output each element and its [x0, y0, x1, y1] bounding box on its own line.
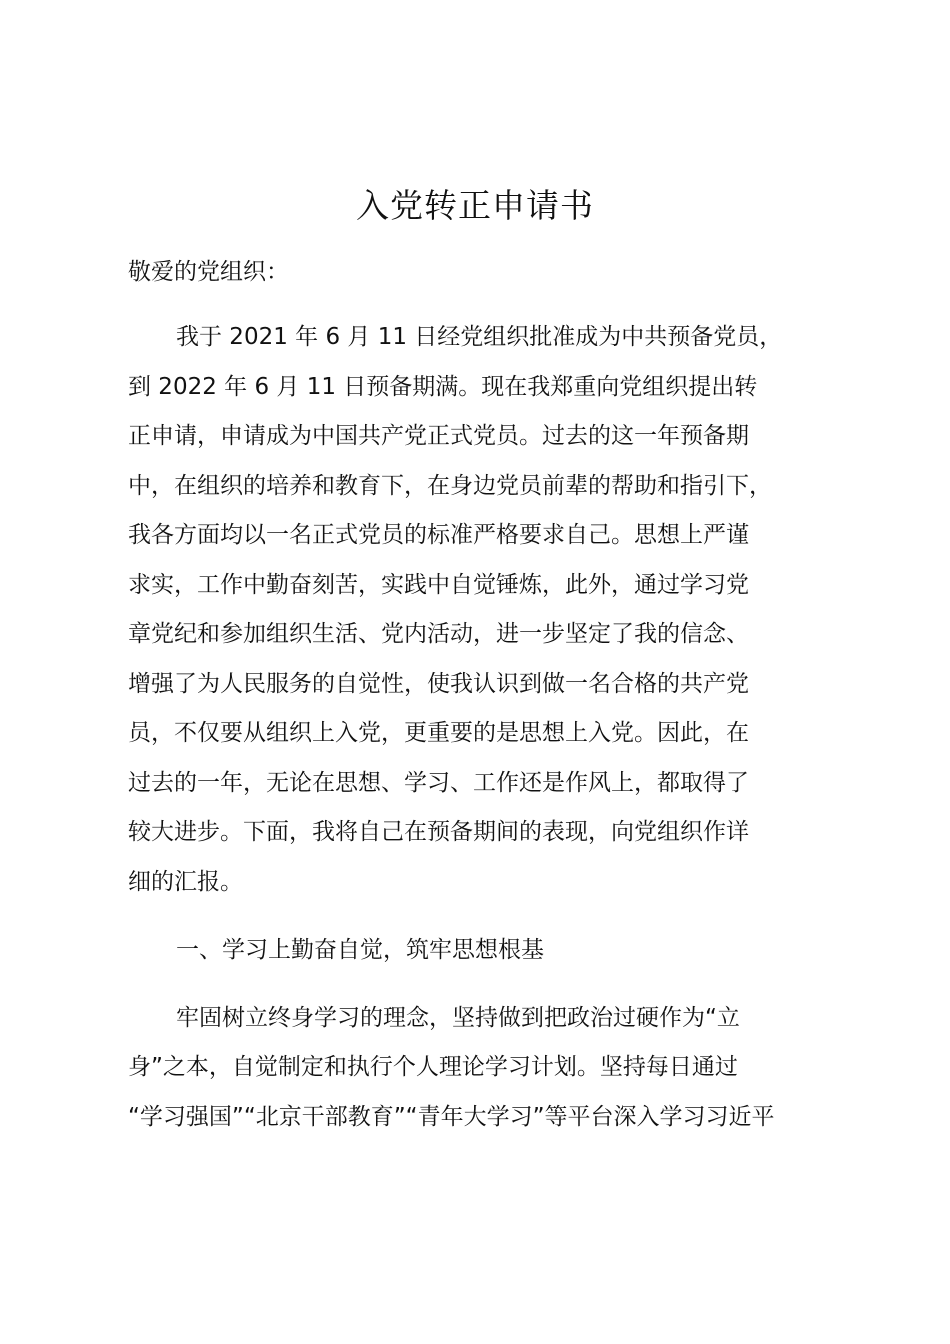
paragraph-line: 员，不仅要从组织上入党，更重要的是思想上入党。因此，在 [128, 720, 749, 746]
paragraph-line: 我各方面均以一名正式党员的标准严格要求自己。思想上严谨 [128, 522, 749, 548]
section-heading: 一、学习上勤奋自觉，筑牢思想根基 [176, 937, 544, 963]
paragraph-line: “学习强国”“北京干部教育”“青年大学习”等平台深入学习习近平 [128, 1104, 775, 1130]
paragraph-line: 中，在组织的培养和教育下，在身边党员前辈的帮助和指引下， [128, 473, 772, 499]
paragraph-line: 过去的一年，无论在思想、学习、工作还是作风上，都取得了 [128, 770, 749, 796]
paragraph-line: 章党纪和参加组织生活、党内活动，进一步坚定了我的信念、 [128, 621, 749, 647]
paragraph-line: 细的汇报。 [128, 869, 243, 895]
paragraph-line: 到 2022 年 6 月 11 日预备期满。现在我郑重向党组织提出转 [128, 374, 758, 400]
salutation: 敬爱的党组织： [128, 259, 289, 285]
document-title: 入党转正申请书 [356, 186, 594, 225]
paragraph-line: 我于 2021 年 6 月 11 日经党组织批准成为中共预备党员， [176, 324, 783, 350]
paragraph-line: 较大进步。下面，我将自己在预备期间的表现，向党组织作详 [128, 819, 749, 845]
paragraph-line: 求实，工作中勤奋刻苦，实践中自觉锤炼，此外，通过学习党 [128, 572, 749, 598]
paragraph-line: 正申请，申请成为中国共产党正式党员。过去的这一年预备期 [128, 423, 749, 449]
paragraph-line: 增强了为人民服务的自觉性，使我认识到做一名合格的共产党 [128, 671, 749, 697]
paragraph-line: 身”之本，自觉制定和执行个人理论学习计划。坚持每日通过 [128, 1054, 738, 1080]
paragraph-line: 牢固树立终身学习的理念，坚持做到把政治过硬作为“立 [176, 1005, 740, 1031]
